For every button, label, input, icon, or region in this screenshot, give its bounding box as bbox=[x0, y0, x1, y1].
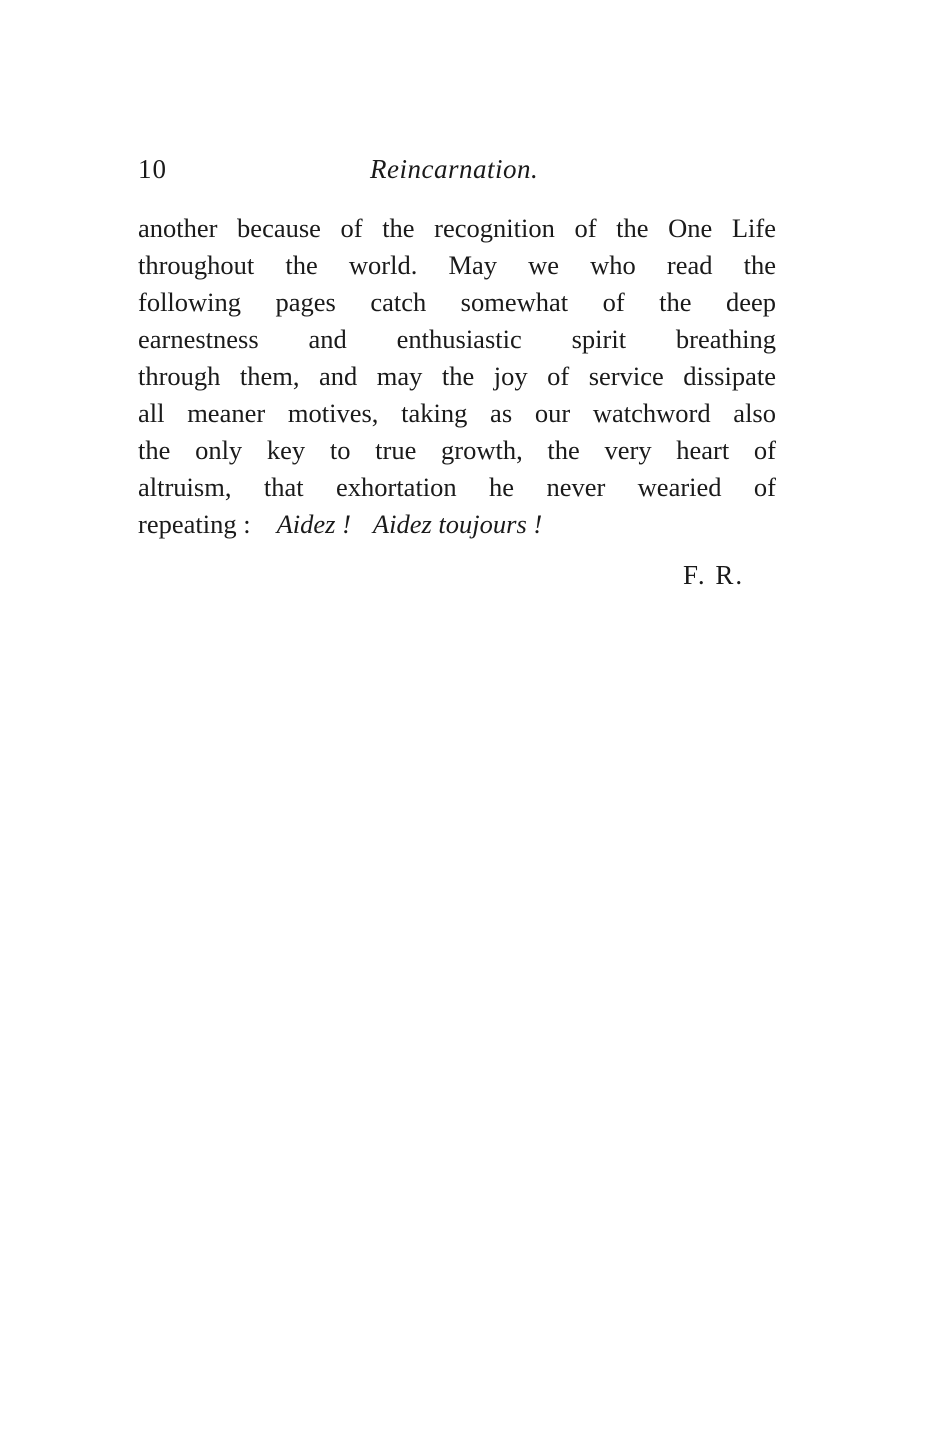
italic-exhortation-1: Aidez ! bbox=[276, 509, 351, 539]
running-head bbox=[138, 154, 778, 190]
text-line: altruism, that exhortation he never wearied of bbox=[138, 472, 776, 502]
text-line: throughout the world. May we who read the bbox=[138, 250, 776, 280]
text-line: following pages catch somewhat of the deep bbox=[138, 287, 776, 317]
last-line-text: repeating : bbox=[138, 509, 251, 539]
italic-exhortation-2: Aidez toujours ! bbox=[372, 509, 543, 539]
text-line: earnestness and enthusiastic spirit breathing bbox=[138, 324, 776, 354]
signature-initials: F. R. bbox=[683, 560, 745, 590]
text-line: another because of the recognition of the One Life bbox=[138, 213, 776, 243]
text-line-last bbox=[138, 506, 776, 543]
body-paragraph bbox=[138, 210, 776, 543]
text-line: all meaner motives, taking as our watchword also bbox=[138, 398, 776, 428]
running-title: Reincarnation. bbox=[370, 154, 539, 184]
text-line: the only key to true growth, the very heart of bbox=[138, 435, 776, 465]
page-number: 10 bbox=[138, 154, 167, 184]
text-line: through them, and may the joy of service dissipate bbox=[138, 361, 776, 391]
